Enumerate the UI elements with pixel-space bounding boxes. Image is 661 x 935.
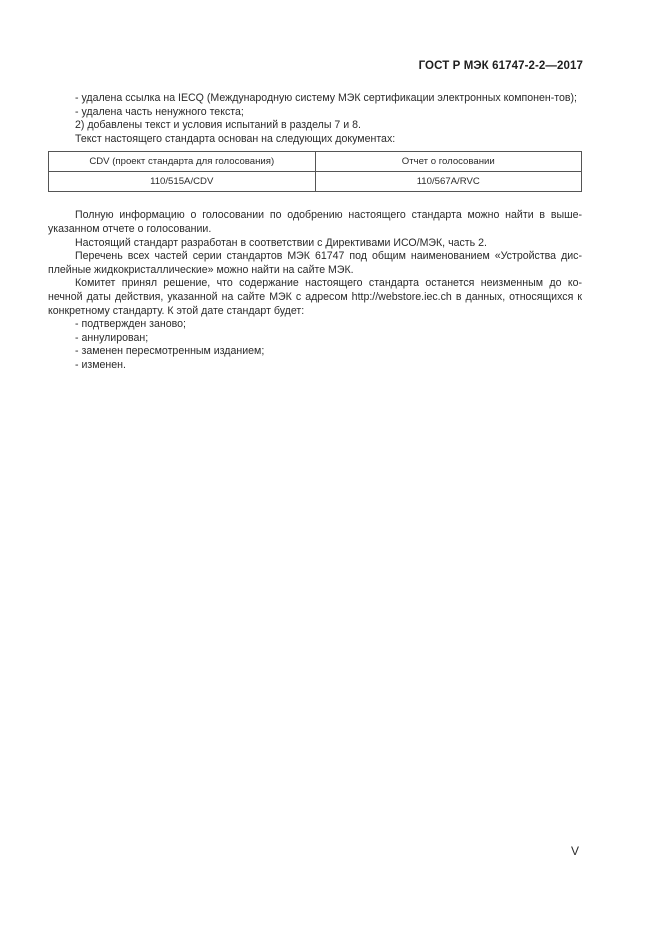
cell-cdv: 110/515A/CDV [49, 172, 316, 192]
cell-rvc: 110/567A/RVC [315, 172, 582, 192]
document-header: ГОСТ Р МЭК 61747-2-2—2017 [418, 60, 583, 72]
paragraph-directives: Настоящий стандарт разработан в соответствии с Директивами ИСО/МЭК, часть 2. [75, 236, 487, 249]
column-header-rvc: Отчет о голосовании [315, 152, 582, 172]
paragraph-voting-info: Полную информацию о голосовании по одобрению настоящего стандарта можно найти в выше-указанном отчете о голосовании. [48, 209, 582, 235]
list-item: - подтвержден заново; [75, 318, 186, 331]
paragraph-removed-iecq: - удалена ссылка на IECQ (Международную систему МЭК сертификации электронных компонен-тов); [75, 92, 577, 104]
paragraph-based-on: Текст настоящего стандарта основан на следующих документах: [75, 132, 396, 145]
paragraph-removed-text: - удалена часть ненужного текста; [75, 105, 244, 118]
paragraph-committee-decision: Комитет принял решение, что содержание настоящего стандарта останется неизменным до ко-нечной даты действия, указанной на сайте МЭК с адресом http://webstore.iec.ch в данных, относящихся к конкретному стандарту. К этой дате стандарт будет: [48, 277, 582, 317]
voting-documents-table [48, 151, 582, 192]
page-number: V [570, 844, 579, 858]
list-item: - заменен пересмотренным изданием; [75, 345, 265, 358]
list-item: - аннулирован; [75, 331, 149, 344]
paragraph-series-list: Перечень всех частей серии стандартов МЭК 61747 под общим наименованием «Устройства дис-плейные жидкокристаллические» можно найти на сайте МЭК. [48, 250, 582, 276]
column-header-cdv: CDV (проект стандарта для голосования) [49, 152, 316, 172]
page-content [48, 92, 582, 373]
list-item: - изменен. [75, 358, 126, 371]
paragraph-added-text: 2) добавлены текст и условия испытаний в разделы 7 и 8. [75, 119, 361, 132]
table-header-row [49, 152, 582, 172]
table-row [49, 172, 582, 192]
